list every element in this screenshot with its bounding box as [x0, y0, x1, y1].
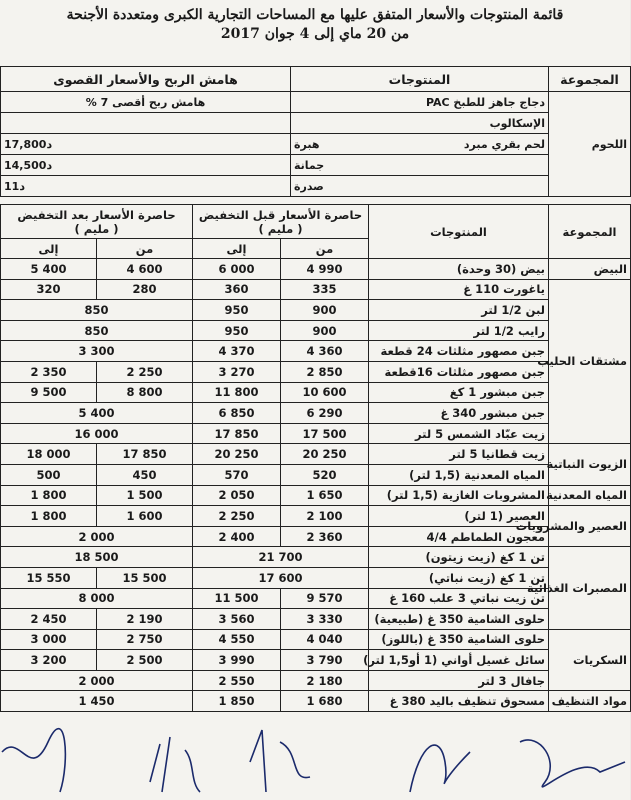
group-cell: مشتقات الحليب — [549, 279, 631, 444]
product-cell: جافال 3 لتر — [369, 670, 549, 691]
product-cell: تن زيت نباتي 3 علب 160 غ — [369, 588, 549, 609]
price-after-cell: 3 300 — [1, 341, 193, 362]
product-cell: جبن مصهور مثلثات 24 قطعة — [369, 341, 549, 362]
table-row — [1, 670, 631, 691]
price-before-from: 335 — [281, 279, 369, 300]
prices-table — [0, 204, 631, 712]
table-row — [1, 464, 631, 485]
price-before-from: 4 360 — [281, 341, 369, 362]
product-cell: المياه المعدنية (1,5 لتر) — [369, 464, 549, 485]
price-before-to: 360 — [193, 279, 281, 300]
price-before-to: 570 — [193, 464, 281, 485]
product-cell: لبن 1/2 لتر — [369, 300, 549, 321]
price-after-from: 2 190 — [97, 609, 193, 630]
price-after-from: 2 500 — [97, 650, 193, 671]
table-row — [1, 259, 631, 280]
signature-5 — [520, 740, 625, 787]
price-after-to: 500 — [1, 464, 97, 485]
product-cell — [291, 134, 549, 155]
table-row — [1, 320, 631, 341]
price-after-from: 2 250 — [97, 361, 193, 382]
table-row — [1, 300, 631, 321]
price-after-to: 3 200 — [1, 650, 97, 671]
price-before-from: 900 — [281, 300, 369, 321]
meat-row — [1, 134, 631, 155]
price-before-to: 2 400 — [193, 526, 281, 547]
price-before-from: 2 360 — [281, 526, 369, 547]
price-before-to: 3 990 — [193, 650, 281, 671]
price-before-to: 20 250 — [193, 444, 281, 465]
product-cell — [291, 92, 549, 113]
product-cell: ياغورت 110 غ — [369, 279, 549, 300]
price-after-cell: 850 — [1, 320, 193, 341]
header-products: المنتوجات — [369, 205, 549, 259]
group-cell: العصير والمشروبات — [549, 506, 631, 547]
price-before-to: 1 850 — [193, 691, 281, 712]
meat-row — [1, 155, 631, 176]
table-row — [1, 279, 631, 300]
price-after-to: 15 550 — [1, 567, 97, 588]
price-before-to: 3 560 — [193, 609, 281, 630]
product-cell: رايب 1/2 لتر — [369, 320, 549, 341]
margin-cell: 14,500د — [1, 155, 291, 176]
product-cell: تن 1 كغ (زيت زيتون) — [369, 547, 549, 568]
price-after-cell: 2 000 — [1, 526, 193, 547]
price-before-to: 3 270 — [193, 361, 281, 382]
signatures — [0, 722, 630, 800]
table-row — [1, 403, 631, 424]
price-before-from: 20 250 — [281, 444, 369, 465]
price-after-to: 3 000 — [1, 629, 97, 650]
header-margin: هامش الربح والأسعار القصوى — [1, 67, 291, 92]
table-row — [1, 650, 631, 671]
product-cell: جبن مبشور 340 غ — [369, 403, 549, 424]
price-after-cell: 5 400 — [1, 403, 193, 424]
price-after-from: 2 750 — [97, 629, 193, 650]
header-before — [193, 205, 369, 239]
group-cell: السكريات — [549, 629, 631, 691]
header-products: المنتوجات — [291, 67, 549, 92]
price-after-from: 17 850 — [97, 444, 193, 465]
product-cell: العصير (1 لتر) — [369, 506, 549, 527]
group-cell: البيض — [549, 259, 631, 280]
price-after-from: 8 800 — [97, 382, 193, 403]
document-title — [0, 6, 630, 44]
price-after-from: 15 500 — [97, 567, 193, 588]
price-before-to: 6 000 — [193, 259, 281, 280]
product-cell: معجون الطماطم 4/4 — [369, 526, 549, 547]
title-line-1: قائمة المنتوجات والأسعار المتفق عليها مع المساحات التجارية الكبرى ومتعددة الأجنحة — [66, 7, 564, 23]
price-after-to: 1 800 — [1, 485, 97, 506]
price-after-from: 280 — [97, 279, 193, 300]
product-cell: سائل غسيل أواني (1 أو1,5 لتر) — [369, 650, 549, 671]
header-group: المجموعة — [549, 205, 631, 259]
table-row — [1, 341, 631, 362]
group-cell: اللحوم — [549, 92, 631, 197]
meat-row — [1, 92, 631, 113]
signature-1 — [2, 729, 65, 792]
product-name: الإسكالوب — [489, 116, 545, 130]
header-after — [1, 205, 193, 239]
price-before-from: 1 680 — [281, 691, 369, 712]
price-before-to: 4 550 — [193, 629, 281, 650]
price-before-from: 17 500 — [281, 423, 369, 444]
price-before-from: 2 100 — [281, 506, 369, 527]
table-row — [1, 526, 631, 547]
table-row — [1, 629, 631, 650]
price-after-cell: 16 000 — [1, 423, 193, 444]
product-cell: تن 1 كغ (زيت نباتي) — [369, 567, 549, 588]
group-cell: الزيوت النباتية — [549, 444, 631, 485]
price-before-cell: 21 700 — [193, 547, 369, 568]
group-cell: المياه المعدنية — [549, 485, 631, 506]
price-before-from: 3 330 — [281, 609, 369, 630]
margin-cell: 11د — [1, 176, 291, 197]
product-cell: زيت قطانيا 5 لتر — [369, 444, 549, 465]
price-before-to: 2 550 — [193, 670, 281, 691]
price-before-from: 1 650 — [281, 485, 369, 506]
table-row — [1, 588, 631, 609]
price-after-cell: 850 — [1, 300, 193, 321]
meat-table — [0, 66, 631, 197]
table-row — [1, 423, 631, 444]
signature-3 — [250, 730, 310, 792]
product-name: لحم بقري مبرد — [463, 137, 545, 151]
product-cell: المشروبات الغازية (1,5 لتر) — [369, 485, 549, 506]
price-before-to: 2 050 — [193, 485, 281, 506]
price-before-from: 9 570 — [281, 588, 369, 609]
price-after-to: 320 — [1, 279, 97, 300]
price-before-from: 2 850 — [281, 361, 369, 382]
meat-cut: جمانة — [294, 158, 325, 172]
price-before-to: 11 500 — [193, 588, 281, 609]
price-after-to: 9 500 — [1, 382, 97, 403]
table-row — [1, 444, 631, 465]
table-row — [1, 609, 631, 630]
header-before-from: من — [281, 239, 369, 259]
price-after-from: 1 600 — [97, 506, 193, 527]
price-after-from: 4 600 — [97, 259, 193, 280]
product-cell — [291, 176, 549, 197]
price-after-cell: 2 000 — [1, 670, 193, 691]
product-cell: حلوى الشامية 350 غ (باللوز) — [369, 629, 549, 650]
table-row — [1, 691, 631, 712]
price-before-from: 4 040 — [281, 629, 369, 650]
price-after-from: 1 500 — [97, 485, 193, 506]
header-before-unit: ( مليم ) — [258, 221, 303, 236]
price-after-from: 450 — [97, 464, 193, 485]
header-after-unit: ( مليم ) — [74, 221, 119, 236]
meat-row — [1, 176, 631, 197]
margin-cell: 17,800د — [1, 134, 291, 155]
price-before-from: 520 — [281, 464, 369, 485]
margin-cell — [1, 113, 291, 134]
margin-cell: هامش ربح أقصى 7 % — [1, 92, 291, 113]
product-cell: مسحوق تنظيف باليد 380 غ — [369, 691, 549, 712]
price-before-from: 900 — [281, 320, 369, 341]
price-after-cell: 18 500 — [1, 547, 193, 568]
product-cell: بيض (30 وحدة) — [369, 259, 549, 280]
header-before-label: حاصرة الأسعار قبل التخفيض — [198, 207, 363, 222]
product-name: دجاج جاهز للطبخ PAC — [425, 95, 545, 109]
signature-2 — [150, 737, 200, 792]
product-cell — [291, 155, 549, 176]
price-before-from: 10 600 — [281, 382, 369, 403]
signature-4 — [410, 745, 470, 792]
price-before-to: 950 — [193, 320, 281, 341]
price-before-from: 3 790 — [281, 650, 369, 671]
price-after-cell: 8 000 — [1, 588, 193, 609]
table-row — [1, 547, 631, 568]
table-row — [1, 506, 631, 527]
price-before-from: 6 290 — [281, 403, 369, 424]
price-before-cell: 17 600 — [193, 567, 369, 588]
meat-row — [1, 113, 631, 134]
product-cell: جبن مبشور 1 كغ — [369, 382, 549, 403]
price-after-to: 2 350 — [1, 361, 97, 382]
group-cell: المصبرات الغذائية — [549, 547, 631, 629]
price-before-to: 11 800 — [193, 382, 281, 403]
table-row — [1, 485, 631, 506]
title-line-2: من 20 ماي إلى 4 جوان 2017 — [220, 26, 410, 42]
header-before-to: إلى — [193, 239, 281, 259]
price-before-to: 2 250 — [193, 506, 281, 527]
price-after-to: 2 450 — [1, 609, 97, 630]
price-after-cell: 1 450 — [1, 691, 193, 712]
header-after-label: حاصرة الأسعار بعد التخفيض — [17, 207, 176, 222]
price-before-from: 2 180 — [281, 670, 369, 691]
header-after-from: من — [97, 239, 193, 259]
price-before-from: 4 990 — [281, 259, 369, 280]
header-after-to: إلى — [1, 239, 97, 259]
product-cell: حلوى الشامية 350 غ (طبيعية) — [369, 609, 549, 630]
header-group: المجموعة — [549, 67, 631, 92]
meat-cut: هبرة — [294, 137, 320, 151]
price-before-to: 950 — [193, 300, 281, 321]
price-after-to: 5 400 — [1, 259, 97, 280]
price-before-to: 17 850 — [193, 423, 281, 444]
product-cell: زيت عبّاد الشمس 5 لتر — [369, 423, 549, 444]
table-row — [1, 361, 631, 382]
meat-cut: صدرة — [294, 179, 324, 193]
price-before-to: 6 850 — [193, 403, 281, 424]
product-cell — [291, 113, 549, 134]
group-cell: مواد التنظيف — [549, 691, 631, 712]
price-after-to: 18 000 — [1, 444, 97, 465]
table-row — [1, 382, 631, 403]
price-before-to: 4 370 — [193, 341, 281, 362]
product-cell: جبن مصهور مثلثات 16قطعة — [369, 361, 549, 382]
price-after-to: 1 800 — [1, 506, 97, 527]
